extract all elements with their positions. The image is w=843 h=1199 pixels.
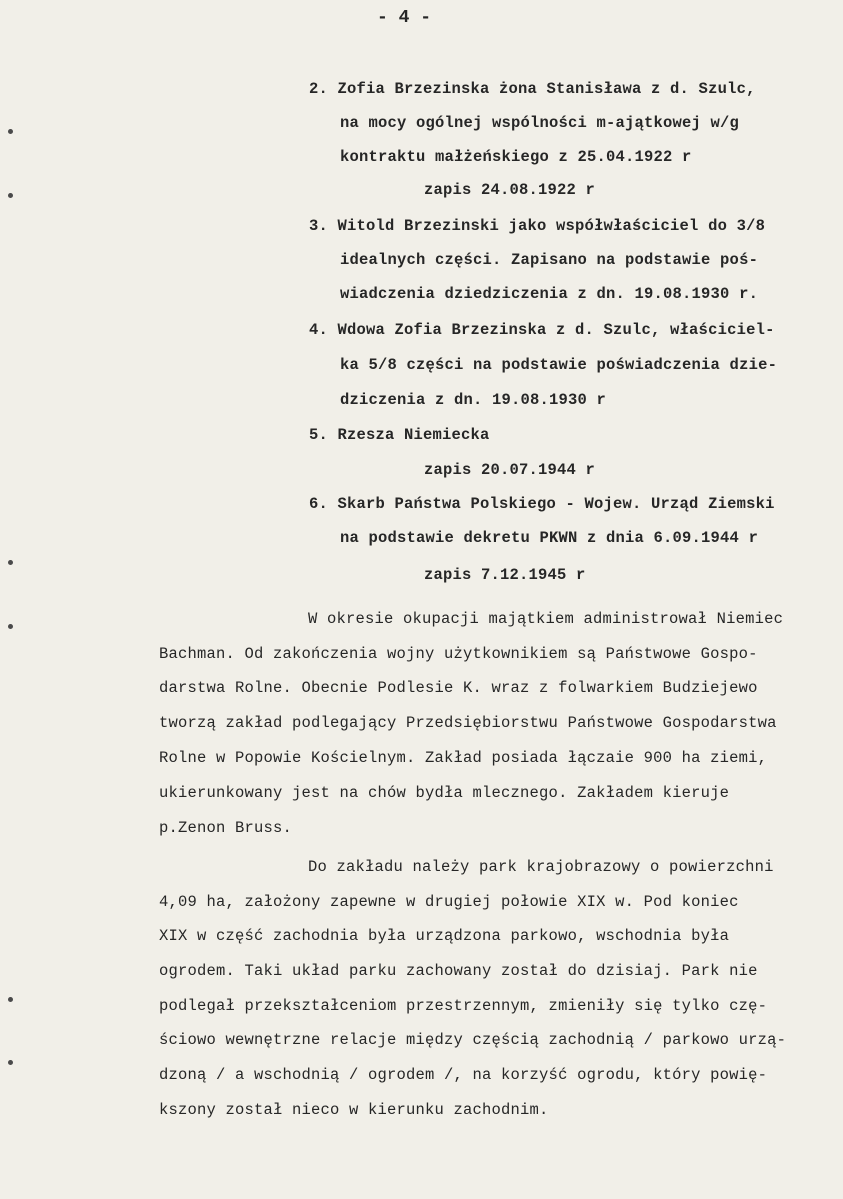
paragraph-line: ogrodem. Taki układ parku zachowany został do dzisiaj. Park nie bbox=[159, 962, 758, 980]
paragraph-line: tworzą zakład podlegający Przedsiębiorstwu Państwowe Gospodarstwa bbox=[159, 714, 777, 732]
binder-hole-mark bbox=[8, 193, 13, 198]
binder-hole-mark bbox=[8, 560, 13, 565]
entry-line: zapis 20.07.1944 r bbox=[424, 461, 596, 479]
paragraph-line: XIX w część zachodnia była urządzona parkowo, wschodnia była bbox=[159, 927, 730, 945]
paragraph-line: dzoną / a wschodnią / ogrodem /, na korzyść ogrodu, który powię- bbox=[159, 1066, 768, 1084]
entry-line: dziczenia z dn. 19.08.1930 r bbox=[340, 391, 607, 409]
paragraph-line: podlegał przekształceniom przestrzennym, zmieniły się tylko czę- bbox=[159, 997, 768, 1015]
entry-line: 4. Wdowa Zofia Brzezinska z d. Szulc, właściciel- bbox=[309, 321, 775, 339]
paragraph-line: p.Zenon Bruss. bbox=[159, 819, 293, 837]
paragraph-line: ściowo wewnętrzne relacje między częścią zachodnią / parkowo urzą- bbox=[159, 1031, 787, 1049]
paragraph-line: ukierunkowany jest na chów bydła mlecznego. Zakładem kieruje bbox=[159, 784, 730, 802]
entry-line: 2. Zofia Brzezinska żona Stanisława z d. Szulc, bbox=[309, 80, 756, 98]
entry-line: zapis 7.12.1945 r bbox=[424, 566, 586, 584]
paragraph-line: W okresie okupacji majątkiem administrował Niemiec bbox=[308, 610, 784, 628]
entry-line: na podstawie dekretu PKWN z dnia 6.09.1944 r bbox=[340, 529, 759, 547]
binder-hole-mark bbox=[8, 129, 13, 134]
entry-line: zapis 24.08.1922 r bbox=[424, 181, 596, 199]
entry-line: 3. Witold Brzezinski jako współwłaściciel do 3/8 bbox=[309, 217, 766, 235]
paragraph-line: darstwa Rolne. Obecnie Podlesie K. wraz z folwarkiem Budziejewo bbox=[159, 679, 758, 697]
entry-line: na mocy ogólnej wspólności m-ajątkowej w/g bbox=[340, 114, 740, 132]
entry-line: ka 5/8 części na podstawie poświadczenia dzie- bbox=[340, 356, 778, 374]
entry-line: 5. Rzesza Niemiecka bbox=[309, 426, 490, 444]
entry-line: 6. Skarb Państwa Polskiego - Wojew. Urząd Ziemski bbox=[309, 495, 775, 513]
entry-line: idealnych części. Zapisano na podstawie poś- bbox=[340, 251, 759, 269]
entry-line: wiadczenia dziedziczenia z dn. 19.08.1930 r. bbox=[340, 285, 759, 303]
paragraph-line: kszony został nieco w kierunku zachodnim. bbox=[159, 1101, 549, 1119]
paragraph-line: Bachman. Od zakończenia wojny użytkownikiem są Państwowe Gospo- bbox=[159, 645, 758, 663]
paragraph-line: Rolne w Popowie Kościelnym. Zakład posiada łączaie 900 ha ziemi, bbox=[159, 749, 768, 767]
entry-line: kontraktu małżeńskiego z 25.04.1922 r bbox=[340, 148, 692, 166]
binder-hole-mark bbox=[8, 997, 13, 1002]
binder-hole-mark bbox=[8, 1060, 13, 1065]
page-number: - 4 - bbox=[377, 8, 432, 28]
binder-hole-mark bbox=[8, 624, 13, 629]
paragraph-line: Do zakładu należy park krajobrazowy o powierzchni bbox=[308, 858, 774, 876]
paragraph-line: 4,09 ha, założony zapewne w drugiej połowie XIX w. Pod koniec bbox=[159, 893, 739, 911]
